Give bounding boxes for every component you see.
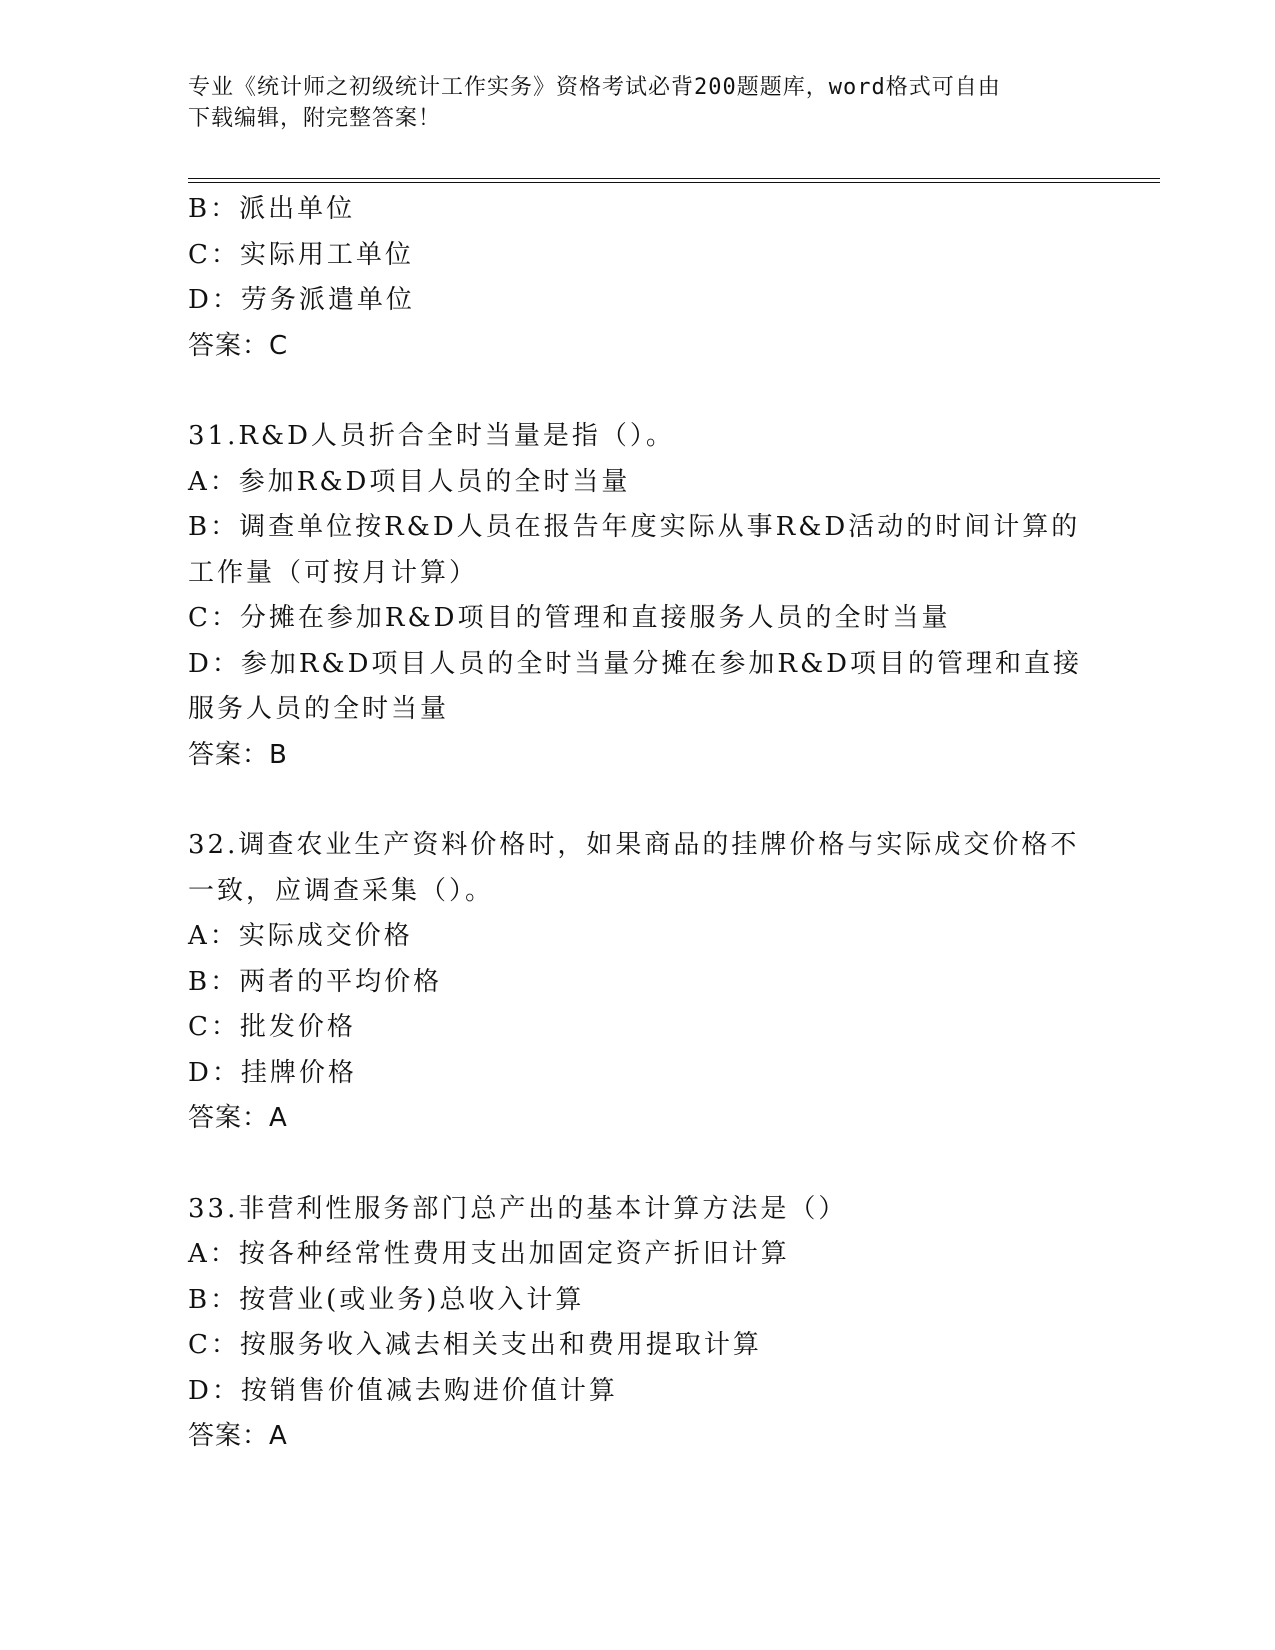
question-31 bbox=[188, 414, 1098, 778]
answer-line: 答案：A bbox=[188, 1421, 288, 1451]
question-list bbox=[188, 187, 1098, 1505]
option-c: C：分摊在参加R&D项目的管理和直接服务人员的全时当量 bbox=[188, 603, 951, 633]
answer-line: 答案：A bbox=[188, 1103, 288, 1133]
option-a: A：实际成交价格 bbox=[188, 921, 413, 951]
option-c: C：实际用工单位 bbox=[188, 239, 414, 270]
option-b: B：调查单位按R&D人员在报告年度实际从事R&D活动的时间计算的工作量（可按月计算） bbox=[188, 512, 1081, 588]
question-text: 33.非营利性服务部门总产出的基本计算方法是（） bbox=[188, 1193, 848, 1224]
option-c: C：按服务收入减去相关支出和费用提取计算 bbox=[188, 1330, 762, 1360]
header-line-1: 专业《统计师之初级统计工作实务》资格考试必背200题题库，word格式可自由 bbox=[188, 75, 1001, 100]
option-d: D：挂牌价格 bbox=[188, 1057, 357, 1088]
header-double-rule bbox=[188, 178, 1160, 183]
question-30-continued bbox=[188, 187, 1098, 369]
option-b: B：按营业(或业务)总收入计算 bbox=[188, 1284, 585, 1315]
answer-line: 答案：B bbox=[188, 739, 288, 770]
option-c: C：批发价格 bbox=[188, 1012, 356, 1042]
question-33 bbox=[188, 1187, 1098, 1460]
option-d: D：参加R&D项目人员的全时当量分摊在参加R&D项目的管理和直接服务人员的全时当量 bbox=[188, 648, 1082, 724]
option-d: D：劳务派遣单位 bbox=[188, 285, 415, 315]
option-b: B：派出单位 bbox=[188, 194, 356, 224]
question-text: 32.调查农业生产资料价格时，如果商品的挂牌价格与实际成交价格不一致，应调查采集（）。 bbox=[188, 830, 1080, 906]
option-a: A：按各种经常性费用支出加固定资产折旧计算 bbox=[188, 1239, 790, 1269]
page-header bbox=[188, 72, 1088, 134]
option-d: D：按销售价值减去购进价值计算 bbox=[188, 1375, 618, 1406]
question-text: 31.R&D人员折合全时当量是指（）。 bbox=[188, 421, 675, 451]
option-b: B：两者的平均价格 bbox=[188, 966, 443, 997]
answer-line: 答案：C bbox=[188, 330, 289, 361]
header-line-2: 下载编辑，附完整答案！ bbox=[188, 106, 442, 131]
option-a: A：参加R&D项目人员的全时当量 bbox=[188, 466, 631, 497]
question-32 bbox=[188, 823, 1098, 1142]
